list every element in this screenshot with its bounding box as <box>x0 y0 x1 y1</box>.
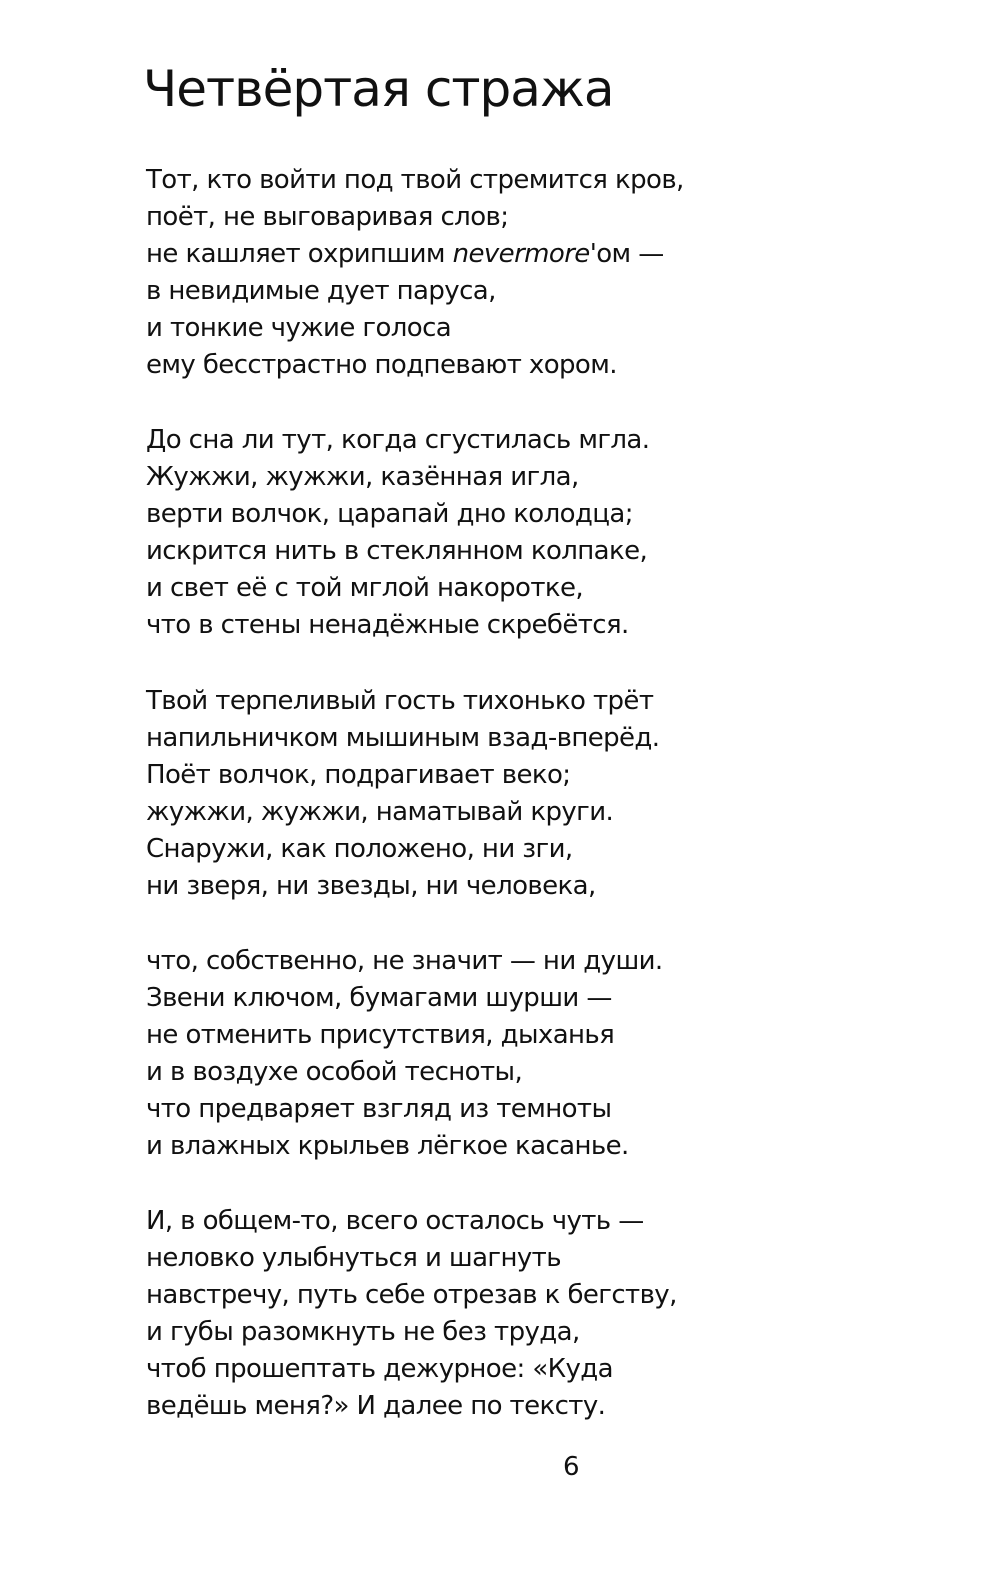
poem-line: неловко улыбнуться и шагнуть <box>146 1243 561 1273</box>
poem-line: и в воздухе особой тесноты, <box>146 1057 523 1087</box>
poem-line: ему бесстрастно подпевают хором. <box>146 350 617 380</box>
poem-line: и губы разомкнуть не без труда, <box>146 1317 580 1347</box>
stanza-4 <box>146 943 663 1165</box>
poem-line: Звени ключом, бумагами шурши — <box>146 983 612 1013</box>
poem-line: и влажных крыльев лёгкое касанье. <box>146 1131 629 1161</box>
poem-line: поёт, не выговаривая слов; <box>146 202 509 232</box>
poem-line: чтоб прошептать дежурное: «Куда <box>146 1354 613 1384</box>
poem-title: Четвёртая стража <box>143 60 614 118</box>
poem-line: До сна ли тут, когда сгустилась мгла. <box>146 425 650 455</box>
poem-line <box>146 236 684 273</box>
poem-line: в невидимые дует паруса, <box>146 276 496 306</box>
poem-line: ведёшь меня?» И далее по тексту. <box>146 1391 606 1421</box>
poem-line: Жужжи, жужжи, казённая игла, <box>146 462 579 492</box>
poem-line: искрится нить в стеклянном колпаке, <box>146 536 648 566</box>
poem-line: Поёт волчок, подрагивает веко; <box>146 760 571 790</box>
poem-line: что, собственно, не значит — ни души. <box>146 946 663 976</box>
poem-line: не отменить присутствия, дыханья <box>146 1020 615 1050</box>
poem-line: и тонкие чужие голоса <box>146 313 452 343</box>
poem-line: напильничком мышиным взад-вперёд. <box>146 723 660 753</box>
poem-line: жужжи, жужжи, наматывай круги. <box>146 797 614 827</box>
stanza-3 <box>146 683 659 905</box>
page-number: 6 <box>563 1452 580 1482</box>
poem-line: навстречу, путь себе отрезав к бегству, <box>146 1280 677 1310</box>
poem-line: Твой терпеливый гость тихонько трёт <box>146 686 654 716</box>
poem-line: верти волчок, царапай дно колодца; <box>146 499 633 529</box>
poem-line: Снаружи, как положено, ни зги, <box>146 834 573 864</box>
stanza-5 <box>146 1203 677 1425</box>
stanza-2 <box>146 422 649 644</box>
poem-line: что предваряет взгляд из темноты <box>146 1094 612 1124</box>
poem-line: ни зверя, ни звезды, ни человека, <box>146 871 596 901</box>
line-text: 'ом — <box>589 239 664 269</box>
poem-line: Тот, кто войти под твой стремится кров, <box>146 165 684 195</box>
poem-line: И, в общем-то, всего осталось чуть — <box>146 1206 644 1236</box>
italic-word: nevermore <box>452 239 590 269</box>
poem-line: что в стены ненадёжные скребётся. <box>146 610 629 640</box>
poem-line: и свет её с той мглой накоротке, <box>146 573 584 603</box>
line-text: не кашляет охрипшим <box>146 239 453 269</box>
stanza-1 <box>146 162 684 384</box>
